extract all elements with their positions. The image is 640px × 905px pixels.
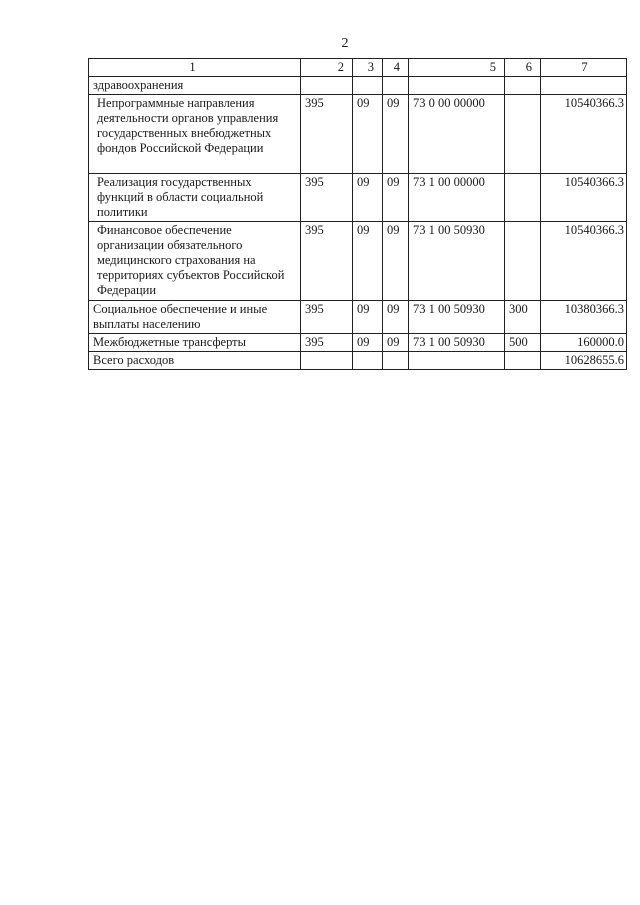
row-admin: 395 bbox=[301, 174, 353, 222]
row-expense-type bbox=[505, 95, 541, 174]
row-section: 09 bbox=[353, 95, 383, 174]
row-amount: 10540366.3 bbox=[541, 222, 627, 301]
table-row bbox=[89, 301, 627, 334]
row-name: Всего расходов bbox=[89, 352, 301, 370]
row-admin: 395 bbox=[301, 301, 353, 334]
row-name: Реализация государственных функций в области социальной политики bbox=[89, 174, 301, 222]
row-section: 09 bbox=[353, 222, 383, 301]
column-header: 7 bbox=[541, 59, 627, 77]
row-target: 73 1 00 50930 bbox=[409, 222, 505, 301]
row-expense-type: 300 bbox=[505, 301, 541, 334]
table-row bbox=[89, 222, 627, 301]
row-section bbox=[353, 352, 383, 370]
row-section: 09 bbox=[353, 334, 383, 352]
row-subsection: 09 bbox=[383, 334, 409, 352]
column-header: 4 bbox=[383, 59, 409, 77]
row-subsection: 09 bbox=[383, 174, 409, 222]
row-expense-type: 500 bbox=[505, 334, 541, 352]
row-admin bbox=[301, 77, 353, 95]
row-amount: 10540366.3 bbox=[541, 174, 627, 222]
table-row bbox=[89, 174, 627, 222]
table-row bbox=[89, 95, 627, 174]
budget-table bbox=[88, 58, 627, 370]
row-subsection: 09 bbox=[383, 301, 409, 334]
row-amount: 160000.0 bbox=[541, 334, 627, 352]
table-row bbox=[89, 334, 627, 352]
row-amount: 10540366.3 bbox=[541, 95, 627, 174]
column-header: 2 bbox=[301, 59, 353, 77]
row-name: Межбюджетные трансферты bbox=[89, 334, 301, 352]
row-name: Социальное обеспечение и иные выплаты населению bbox=[89, 301, 301, 334]
column-header: 6 bbox=[505, 59, 541, 77]
row-expense-type bbox=[505, 77, 541, 95]
row-subsection: 09 bbox=[383, 222, 409, 301]
row-admin: 395 bbox=[301, 334, 353, 352]
row-target: 73 0 00 00000 bbox=[409, 95, 505, 174]
row-expense-type bbox=[505, 174, 541, 222]
row-name: Финансовое обеспечение организации обязательного медицинского страхования на территориях субъектов Российской Федерации bbox=[89, 222, 301, 301]
row-subsection bbox=[383, 352, 409, 370]
row-target: 73 1 00 50930 bbox=[409, 301, 505, 334]
row-section: 09 bbox=[353, 301, 383, 334]
row-section: 09 bbox=[353, 174, 383, 222]
row-target bbox=[409, 352, 505, 370]
row-admin bbox=[301, 352, 353, 370]
row-admin: 395 bbox=[301, 95, 353, 174]
column-header: 5 bbox=[409, 59, 505, 77]
row-name: здравоохранения bbox=[89, 77, 301, 95]
row-admin: 395 bbox=[301, 222, 353, 301]
column-header: 1 bbox=[89, 59, 301, 77]
row-target: 73 1 00 00000 bbox=[409, 174, 505, 222]
row-amount bbox=[541, 77, 627, 95]
row-expense-type bbox=[505, 222, 541, 301]
row-subsection bbox=[383, 77, 409, 95]
row-target bbox=[409, 77, 505, 95]
row-subsection: 09 bbox=[383, 95, 409, 174]
row-amount: 10628655.6 bbox=[541, 352, 627, 370]
table-row bbox=[89, 77, 627, 95]
row-section bbox=[353, 77, 383, 95]
page-number: 2 bbox=[341, 36, 349, 51]
row-expense-type bbox=[505, 352, 541, 370]
row-target: 73 1 00 50930 bbox=[409, 334, 505, 352]
table-row-total bbox=[89, 352, 627, 370]
table-header-row bbox=[89, 59, 627, 77]
row-amount: 10380366.3 bbox=[541, 301, 627, 334]
row-name: Непрограммные направления деятельности органов управления государственных внебюджетных фондов Российской Федерации bbox=[89, 95, 301, 174]
column-header: 3 bbox=[353, 59, 383, 77]
